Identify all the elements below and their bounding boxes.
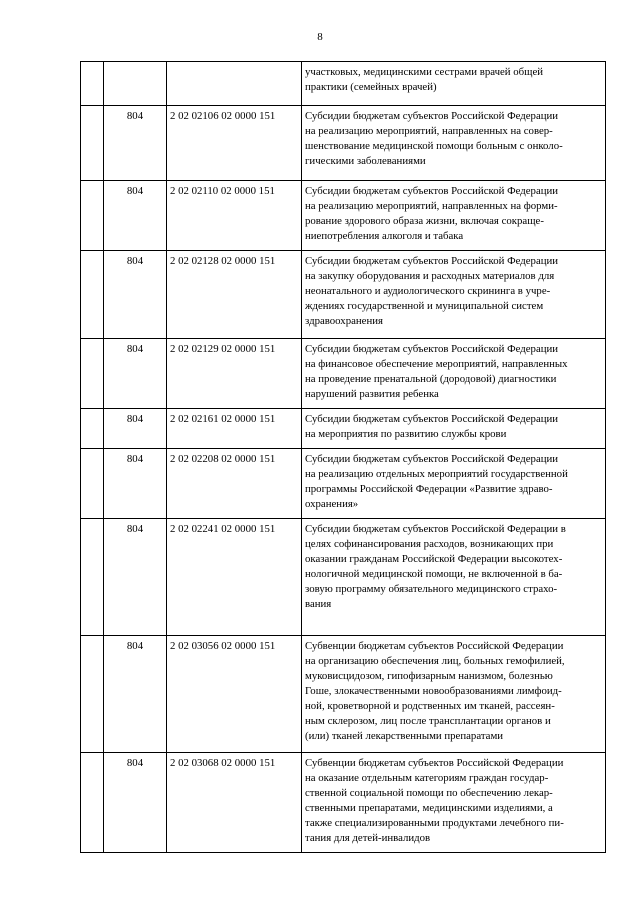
description-line: Субсидии бюджетам субъектов Российской Федерации xyxy=(305,343,559,355)
empty-cell xyxy=(81,636,104,753)
admin-code-cell: 804 xyxy=(104,636,167,753)
description-line: зовую программу обязательного медицинского страхо- xyxy=(305,583,558,595)
admin-code-cell: 804 xyxy=(104,181,167,251)
description-cell xyxy=(302,519,606,636)
admin-code-cell xyxy=(104,62,167,106)
classification-code-cell: 2 02 02110 02 0000 151 xyxy=(167,181,302,251)
table-row xyxy=(81,251,606,339)
empty-cell xyxy=(81,251,104,339)
description-line: на оказание отдельным категориям граждан государ- xyxy=(305,772,549,784)
description-cell xyxy=(302,636,606,753)
description-line: Субвенции бюджетам субъектов Российской Федерации xyxy=(305,640,564,652)
description-line: (или) тканей лекарственными препаратами xyxy=(305,730,504,742)
admin-code-cell: 804 xyxy=(104,251,167,339)
admin-code-cell: 804 xyxy=(104,339,167,409)
table-row xyxy=(81,181,606,251)
description-line: на финансовое обеспечение мероприятий, направленных xyxy=(305,358,568,370)
description-line: на реализацию мероприятий, направленных на форми- xyxy=(305,200,558,212)
classification-code-cell: 2 02 02161 02 0000 151 xyxy=(167,409,302,449)
classification-code-cell: 2 02 02129 02 0000 151 xyxy=(167,339,302,409)
description-cell xyxy=(302,449,606,519)
admin-code-cell: 804 xyxy=(104,106,167,181)
admin-code-cell: 804 xyxy=(104,753,167,853)
description-line: участковых, медицинскими сестрами врачей общей xyxy=(305,66,544,78)
empty-cell xyxy=(81,339,104,409)
description-line: на организацию обеспечения лиц, больных гемофилией, xyxy=(305,655,565,667)
description-cell xyxy=(302,753,606,853)
description-line: на проведение пренатальной (дородовой) диагностики xyxy=(305,373,557,385)
classification-code-cell: 2 02 02128 02 0000 151 xyxy=(167,251,302,339)
empty-cell xyxy=(81,449,104,519)
classification-code-cell: 2 02 03056 02 0000 151 xyxy=(167,636,302,753)
description-line: неонатального и аудиологического скрининга в учре- xyxy=(305,285,551,297)
classification-code-cell: 2 02 02106 02 0000 151 xyxy=(167,106,302,181)
description-line: также специализированными продуктами лечебного пи- xyxy=(305,817,564,829)
description-line: гическими заболеваниями xyxy=(305,155,426,167)
description-line: рование здорового образа жизни, включая сокраще- xyxy=(305,215,544,227)
table-row xyxy=(81,409,606,449)
admin-code-cell: 804 xyxy=(104,409,167,449)
description-line: ной, кроветворной и родственных им тканей, рассеян- xyxy=(305,700,555,712)
description-line: Субсидии бюджетам субъектов Российской Федерации xyxy=(305,110,559,122)
table-row xyxy=(81,753,606,853)
description-line: Субсидии бюджетам субъектов Российской Федерации xyxy=(305,453,559,465)
table-row xyxy=(81,62,606,106)
description-line: целях софинансирования расходов, возникающих при xyxy=(305,538,554,550)
description-line: оказании гражданам Российской Федерации высокотех- xyxy=(305,553,563,565)
description-cell xyxy=(302,62,606,106)
description-line: нарушений развития ребенка xyxy=(305,388,439,400)
description-line: Гоше, злокачественными новообразованиями лимфоид- xyxy=(305,685,562,697)
description-line: Субсидии бюджетам субъектов Российской Федерации xyxy=(305,185,559,197)
description-line: нологичной медицинской помощи, не включенной в ба- xyxy=(305,568,563,580)
description-line: Субсидии бюджетам субъектов Российской Федерации xyxy=(305,413,559,425)
description-cell xyxy=(302,251,606,339)
table-row xyxy=(81,339,606,409)
description-line: охранения» xyxy=(305,498,359,510)
description-line: на мероприятия по развитию службы крови xyxy=(305,428,507,440)
empty-cell xyxy=(81,409,104,449)
description-line: на закупку оборудования и расходных материалов для xyxy=(305,270,555,282)
description-line: Субсидии бюджетам субъектов Российской Федерации xyxy=(305,255,559,267)
classification-code-cell: 2 02 02208 02 0000 151 xyxy=(167,449,302,519)
classification-code-cell xyxy=(167,62,302,106)
table-row xyxy=(81,106,606,181)
empty-cell xyxy=(81,519,104,636)
table-row xyxy=(81,449,606,519)
admin-code-cell: 804 xyxy=(104,449,167,519)
description-line: здравоохранения xyxy=(305,315,383,327)
description-line: ственными препаратами, медицинскими изделиями, а xyxy=(305,802,553,814)
description-line: ниепотребления алкоголя и табака xyxy=(305,230,464,242)
description-cell xyxy=(302,409,606,449)
description-line: шенствование медицинской помощи больным с онколо- xyxy=(305,140,563,152)
description-line: на реализацию мероприятий, направленных на совер- xyxy=(305,125,553,137)
admin-code-cell: 804 xyxy=(104,519,167,636)
classification-code-cell: 2 02 03068 02 0000 151 xyxy=(167,753,302,853)
description-line: ным склерозом, лиц после трансплантации органов и xyxy=(305,715,551,727)
empty-cell xyxy=(81,62,104,106)
description-cell xyxy=(302,339,606,409)
description-line: Субвенции бюджетам субъектов Российской Федерации xyxy=(305,757,564,769)
empty-cell xyxy=(81,753,104,853)
description-line: ственной социальной помощи по обеспечению лекар- xyxy=(305,787,553,799)
description-line: вания xyxy=(305,598,332,610)
budget-revenue-table xyxy=(80,61,606,853)
empty-cell xyxy=(81,106,104,181)
empty-cell xyxy=(81,181,104,251)
description-line: тания для детей-инвалидов xyxy=(305,832,431,844)
classification-code-cell: 2 02 02241 02 0000 151 xyxy=(167,519,302,636)
description-cell xyxy=(302,106,606,181)
description-line: программы Российской Федерации «Развитие здраво- xyxy=(305,483,553,495)
table-row xyxy=(81,636,606,753)
page-number: 8 xyxy=(317,31,323,43)
description-line: на реализацию отдельных мероприятий государственной xyxy=(305,468,568,480)
description-cell xyxy=(302,181,606,251)
description-line: ждениях государственной и муниципальной систем xyxy=(305,300,544,312)
table-row xyxy=(81,519,606,636)
description-line: муковисцидозом, гипофизарным нанизмом, болезнью xyxy=(305,670,553,682)
description-line: практики (семейных врачей) xyxy=(305,81,437,93)
description-line: Субсидии бюджетам субъектов Российской Федерации в xyxy=(305,523,566,535)
